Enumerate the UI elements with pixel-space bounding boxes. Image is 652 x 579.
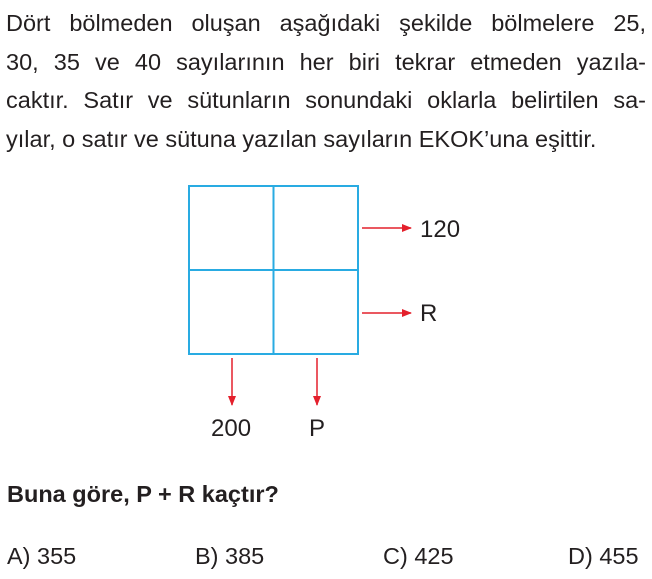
row-1-label: 120 (420, 216, 461, 243)
question-line-2: 30, 35 ve 40 sayılarının her biri tekrar etmeden yazıla- (6, 48, 646, 75)
question-text (6, 4, 646, 158)
option-a-value: 355 (37, 543, 77, 569)
option-d[interactable] (568, 543, 639, 570)
column-1-label: 200 (211, 415, 252, 442)
option-d-value: 455 (599, 543, 639, 569)
question-line-3: caktır. Satır ve sütunların sonundaki oklarla belirtilen sa- (6, 87, 646, 113)
option-c[interactable] (383, 543, 454, 570)
option-b-letter: B) (195, 543, 219, 569)
option-d-letter: D) (568, 543, 593, 569)
grid-outer-border (189, 186, 358, 354)
question-line-4: yılar, o satır ve sütuna yazılan sayıların EKOK’una eşittir. (6, 125, 597, 152)
answer-options (7, 543, 647, 573)
row-2-label: R (420, 300, 438, 327)
question-prompt: Buna göre, P + R kaçtır? (7, 481, 279, 507)
option-a[interactable] (7, 543, 76, 570)
option-a-letter: A) (7, 543, 31, 569)
option-c-letter: C) (383, 543, 408, 569)
option-b-value: 385 (225, 543, 265, 569)
option-c-value: 425 (414, 543, 454, 569)
column-2-label: P (309, 415, 326, 442)
option-b[interactable] (195, 543, 264, 570)
question-line-1: Dört bölmeden oluşan aşağıdaki şekilde bölmelere 25, (6, 10, 646, 36)
